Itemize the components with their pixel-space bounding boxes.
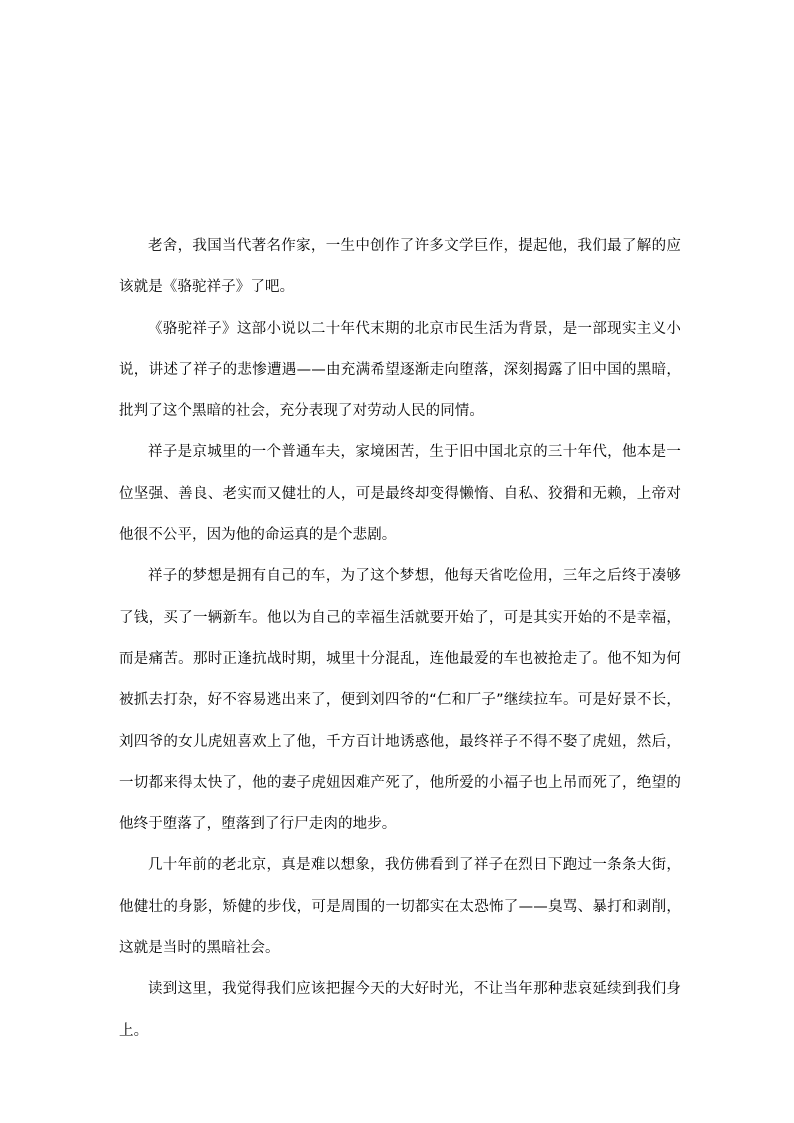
essay-body (119, 226, 681, 1052)
paragraph: 几十年前的老北京，真是难以想象，我仿佛看到了祥子在烈日下跑过一条条大街，他健壮的身影，矫健的步伐，可是周围的一切都实在太恐怖了——臭骂、暴打和剥削，这就是当时的黑暗社会。 (119, 857, 681, 957)
paragraph: 老舍，我国当代著名作家，一生中创作了许多文学巨作，提起他，我们最了解的应该就是《骆驼祥子》了吧。 (119, 238, 681, 296)
paragraph: 祥子的梦想是拥有自己的车，为了这个梦想，他每天省吃俭用，三年之后终于凑够了钱，买了一辆新车。他以为自己的幸福生活就要开始了，可是其实开始的不是幸福，而是痛苦。那时正逢抗战时期，城里十分混乱，连他最爱的车也被抢走了。他不知为何被抓去打杂，好不容易逃出来了，便到刘四爷的“仁和厂子”继续拉车。可是好景不长，刘四爷的女儿虎妞喜欢上了他，千方百计地诱惑他，最终祥子不得不娶了虎妞，然后，一切都来得太快了，他的妻子虎妞因难产死了，他所爱的小福子也上吊而死了，绝望的他终于堕落了，堕落到了行尸走肉的地步。 (119, 568, 681, 833)
paragraph: 《骆驼祥子》这部小说以二十年代末期的北京市民生活为背景，是一部现实主义小说，讲述了祥子的悲惨遭遇——由充满希望逐渐走向堕落，深刻揭露了旧中国的黑暗，批判了这个黑暗的社会，充分表现了对劳动人民的同情。 (119, 320, 681, 420)
paragraph: 祥子是京城里的一个普通车夫，家境困苦，生于旧中国北京的三十年代，他本是一位坚强、善良、老实而又健壮的人，可是最终却变得懒惰、自私、狡猾和无赖，上帝对他很不公平，因为他的命运真的是个悲剧。 (119, 444, 681, 544)
paragraph: 读到这里，我觉得我们应该把握今天的大好时光，不让当年那种悲哀延续到我们身上。 (119, 981, 681, 1039)
